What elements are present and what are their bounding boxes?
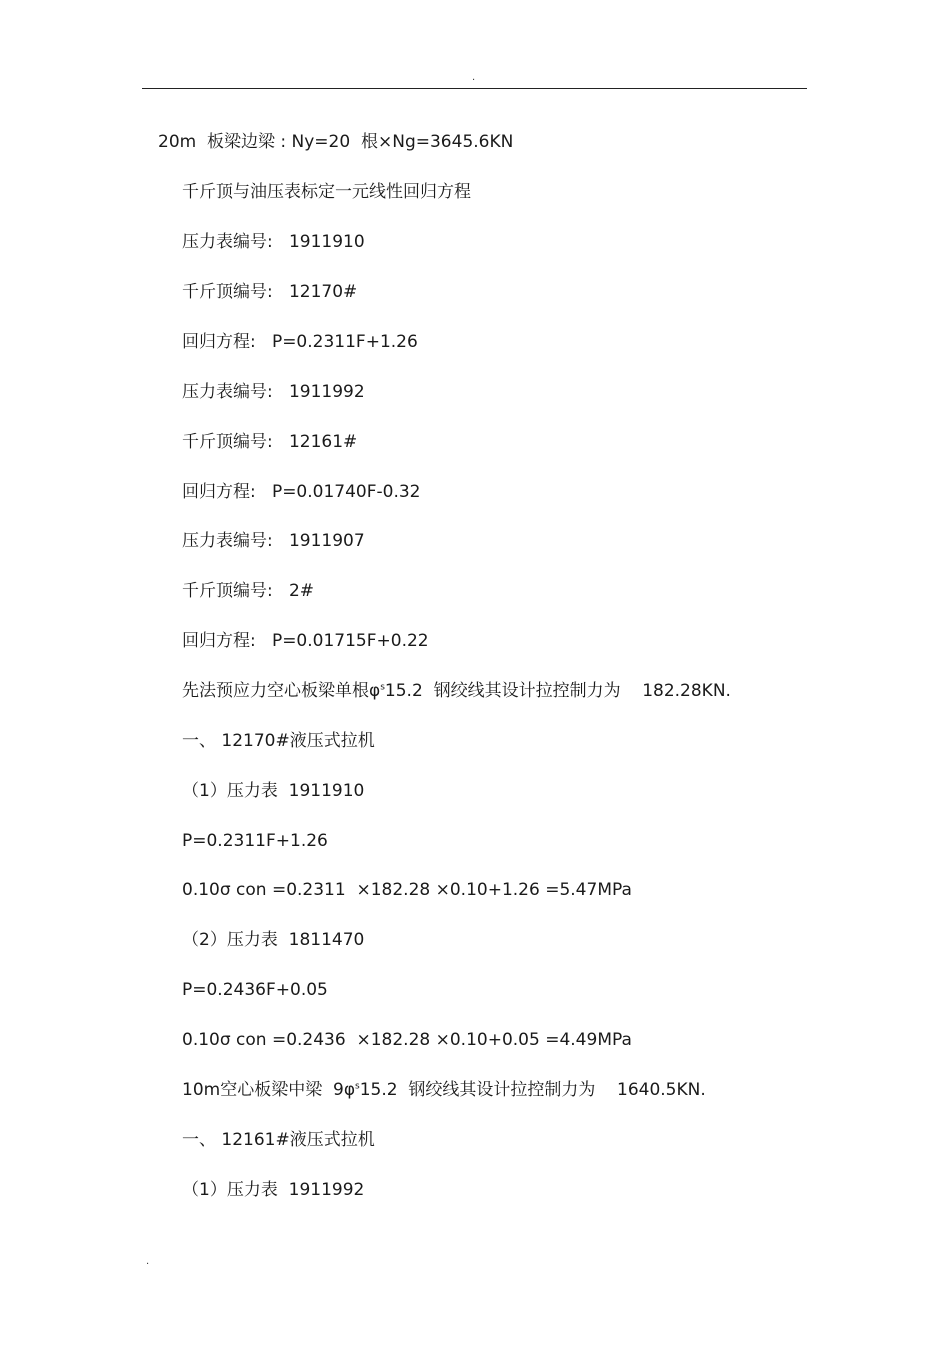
middle-beam-text-a: 10m空心板梁中梁 9φ xyxy=(182,1080,356,1100)
regression-eq-3: 回归方程: P=0.01715F+0.22 xyxy=(182,631,429,651)
calc-gauge-1911910: 0.10σ con =0.2311 ×182.28 ×0.10+1.26 =5.47MPa xyxy=(182,880,632,900)
middle-beam-control-force xyxy=(182,1080,706,1100)
regression-title: 千斤顶与油压表标定一元线性回归方程 xyxy=(182,182,471,202)
gauge-item-1811470: （2）压力表 1811470 xyxy=(182,930,365,950)
calc-gauge-1811470: 0.10σ con =0.2436 ×182.28 ×0.10+0.05 =4.49MPa xyxy=(182,1030,632,1050)
section-heading-12170: 一、 12170#液压式拉机 xyxy=(182,731,375,751)
middle-beam-superscript: s xyxy=(355,1081,360,1092)
strand-text-b: 15.2 钢绞线其设计拉控制力为 182.28KN. xyxy=(384,681,731,701)
gauge-number-1: 压力表编号: 1911910 xyxy=(182,232,365,252)
jack-number-2: 千斤顶编号: 12161# xyxy=(182,432,358,452)
footer-dot: . xyxy=(146,1256,150,1267)
gauge-item-1911992: （1）压力表 1911992 xyxy=(182,1180,365,1200)
header-rule xyxy=(142,88,807,89)
section-heading-12161: 一、 12161#液压式拉机 xyxy=(182,1130,375,1150)
header-dot: . xyxy=(472,72,476,83)
strand-text-a: 先法预应力空心板梁单根φ xyxy=(182,681,381,701)
jack-number-1: 千斤顶编号: 12170# xyxy=(182,282,358,302)
formula-gauge-1911910: P=0.2311F+1.26 xyxy=(182,831,328,851)
regression-eq-1: 回归方程: P=0.2311F+1.26 xyxy=(182,332,418,352)
jack-number-3: 千斤顶编号: 2# xyxy=(182,581,314,601)
strand-superscript: s xyxy=(380,682,385,693)
formula-gauge-1811470: P=0.2436F+0.05 xyxy=(182,980,328,1000)
gauge-number-3: 压力表编号: 1911907 xyxy=(182,531,365,551)
gauge-item-1911910: （1）压力表 1911910 xyxy=(182,781,365,801)
middle-beam-text-b: 15.2 钢绞线其设计拉控制力为 1640.5KN. xyxy=(359,1080,706,1100)
edge-beam-line: 20m 板梁边梁 : Ny=20 根×Ng=3645.6KN xyxy=(158,132,514,152)
single-strand-control-force xyxy=(182,681,731,701)
regression-eq-2: 回归方程: P=0.01740F-0.32 xyxy=(182,482,421,502)
gauge-number-2: 压力表编号: 1911992 xyxy=(182,382,365,402)
